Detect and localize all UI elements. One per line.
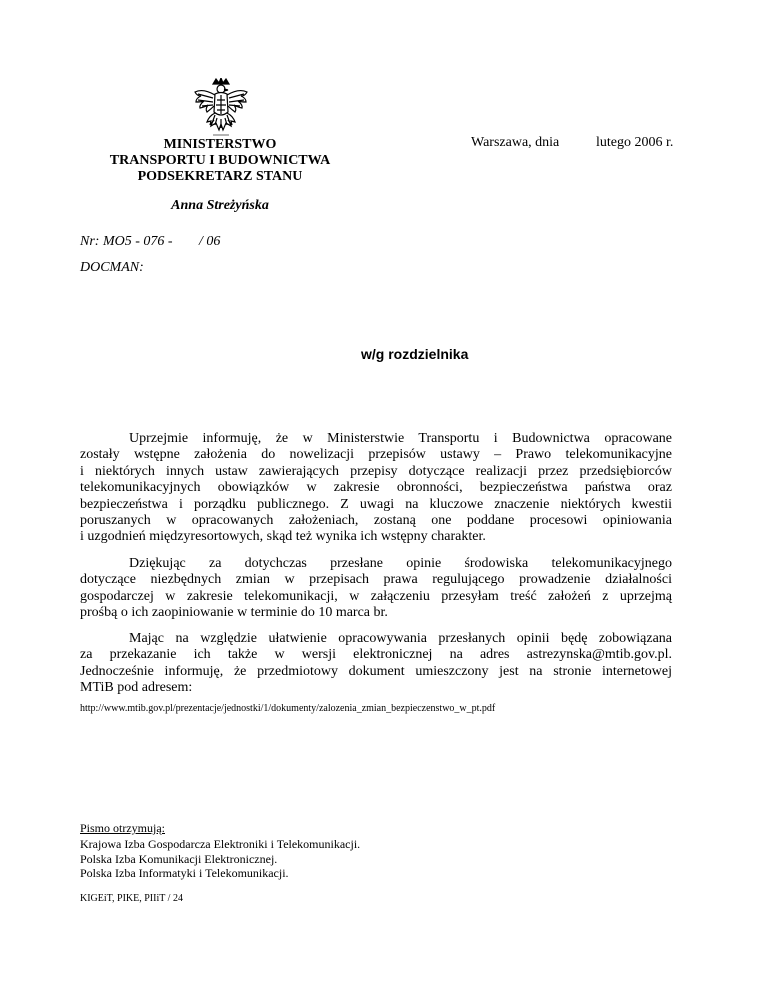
- document-url[interactable]: http://www.mtib.gov.pl/prezentacje/jednostki/1/dokumenty/zalozenia_zmian_bezpieczenstwo_w_pt.pdf: [80, 703, 496, 714]
- paragraph-line: i niektórych innych ustaw zawierających przepisy dotyczące realizacji przez przedsiębiorców: [80, 463, 672, 479]
- ministry-line: MINISTERSTWO: [163, 137, 277, 152]
- docman-label: DOCMAN:: [80, 260, 144, 275]
- paragraph-line: Dziękując za dotychczas przesłane opinie środowiska telekomunikacyjnego: [129, 556, 672, 571]
- ministry-heading: [80, 137, 360, 185]
- distribution-item: Polska Izba Komunikacji Elektronicznej.: [80, 852, 278, 866]
- distribution-item: Krajowa Izba Gospodarcza Elektroniki i Telekomunikacji.: [80, 837, 361, 851]
- paragraph-line: bezpieczeństwa i porządku publicznego. Z uwagi na kluczowe znaczenie niektórych kwestii: [80, 496, 672, 512]
- paragraph-line: gospodarczej w zakresie telekomunikacji, w załączeniu przesyłam treść założeń z uprzejmą: [80, 588, 672, 604]
- paragraph-line: poruszanych w opracowanych założeniach, zostaną one poddane procesowi opiniowania: [80, 513, 672, 529]
- paragraph-line: i uzgodnień międzyresortowych, skąd też wynika ich wstępny charakter.: [80, 529, 486, 545]
- paragraph-line: za przekazanie ich także w wersji elektronicznej na adres astrezynska@mtib.gov.pl.: [80, 647, 672, 663]
- ministry-line: PODSEKRETARZ STANU: [137, 169, 303, 184]
- month-year: lutego 2006 r.: [596, 135, 674, 150]
- paragraph-line: Uprzejmie informuję, że w Ministerstwie Transportu i Budownictwa opracowane: [129, 431, 672, 446]
- recipient: w/g rozdzielnika: [361, 346, 469, 362]
- body-paragraph-1: [80, 431, 672, 546]
- paragraph-line: zostały wstępne założenia do nowelizacji przepisów ustawy – Prawo telekomunikacyjne: [80, 447, 672, 463]
- paragraph-line: prośbą o ich zaopiniowanie w terminie do 10 marca br.: [80, 605, 388, 621]
- distribution-item: Polska Izba Informatyki i Telekomunikacji.: [80, 866, 289, 880]
- ministry-line: TRANSPORTU I BUDOWNICTWA: [109, 153, 331, 168]
- paragraph-line: telekomunikacyjnych obowiązków w zakresie obronności, bezpieczeństwa państwa oraz: [80, 480, 672, 496]
- place-date: Warszawa, dnia: [471, 135, 560, 150]
- reference-number: Nr: MO5 - 076 -: [80, 234, 173, 249]
- paragraph-line: Mając na względzie ułatwienie opracowywania przesłanych opinii będę zobowiązana: [129, 631, 672, 646]
- distribution-heading: Pismo otrzymują:: [80, 821, 165, 835]
- polish-eagle-emblem-icon: [193, 78, 249, 140]
- paragraph-line: dotyczące niezbędnych zmian w przepisach prawa regulującego prowadzenie działalności: [80, 572, 672, 588]
- body-paragraph-2: [80, 556, 672, 622]
- paragraph-line: Jednocześnie informuję, że przedmiotowy dokument umieszczony jest na stronie internetowej: [80, 663, 672, 679]
- signer-name: Anna Streżyńska: [171, 198, 269, 213]
- paragraph-line: MTiB pod adresem:: [80, 680, 193, 696]
- reference-suffix: / 06: [199, 234, 221, 249]
- footer-code: KIGEiT, PIKE, PIIiT / 24: [80, 893, 183, 904]
- body-paragraph-3: [80, 631, 672, 697]
